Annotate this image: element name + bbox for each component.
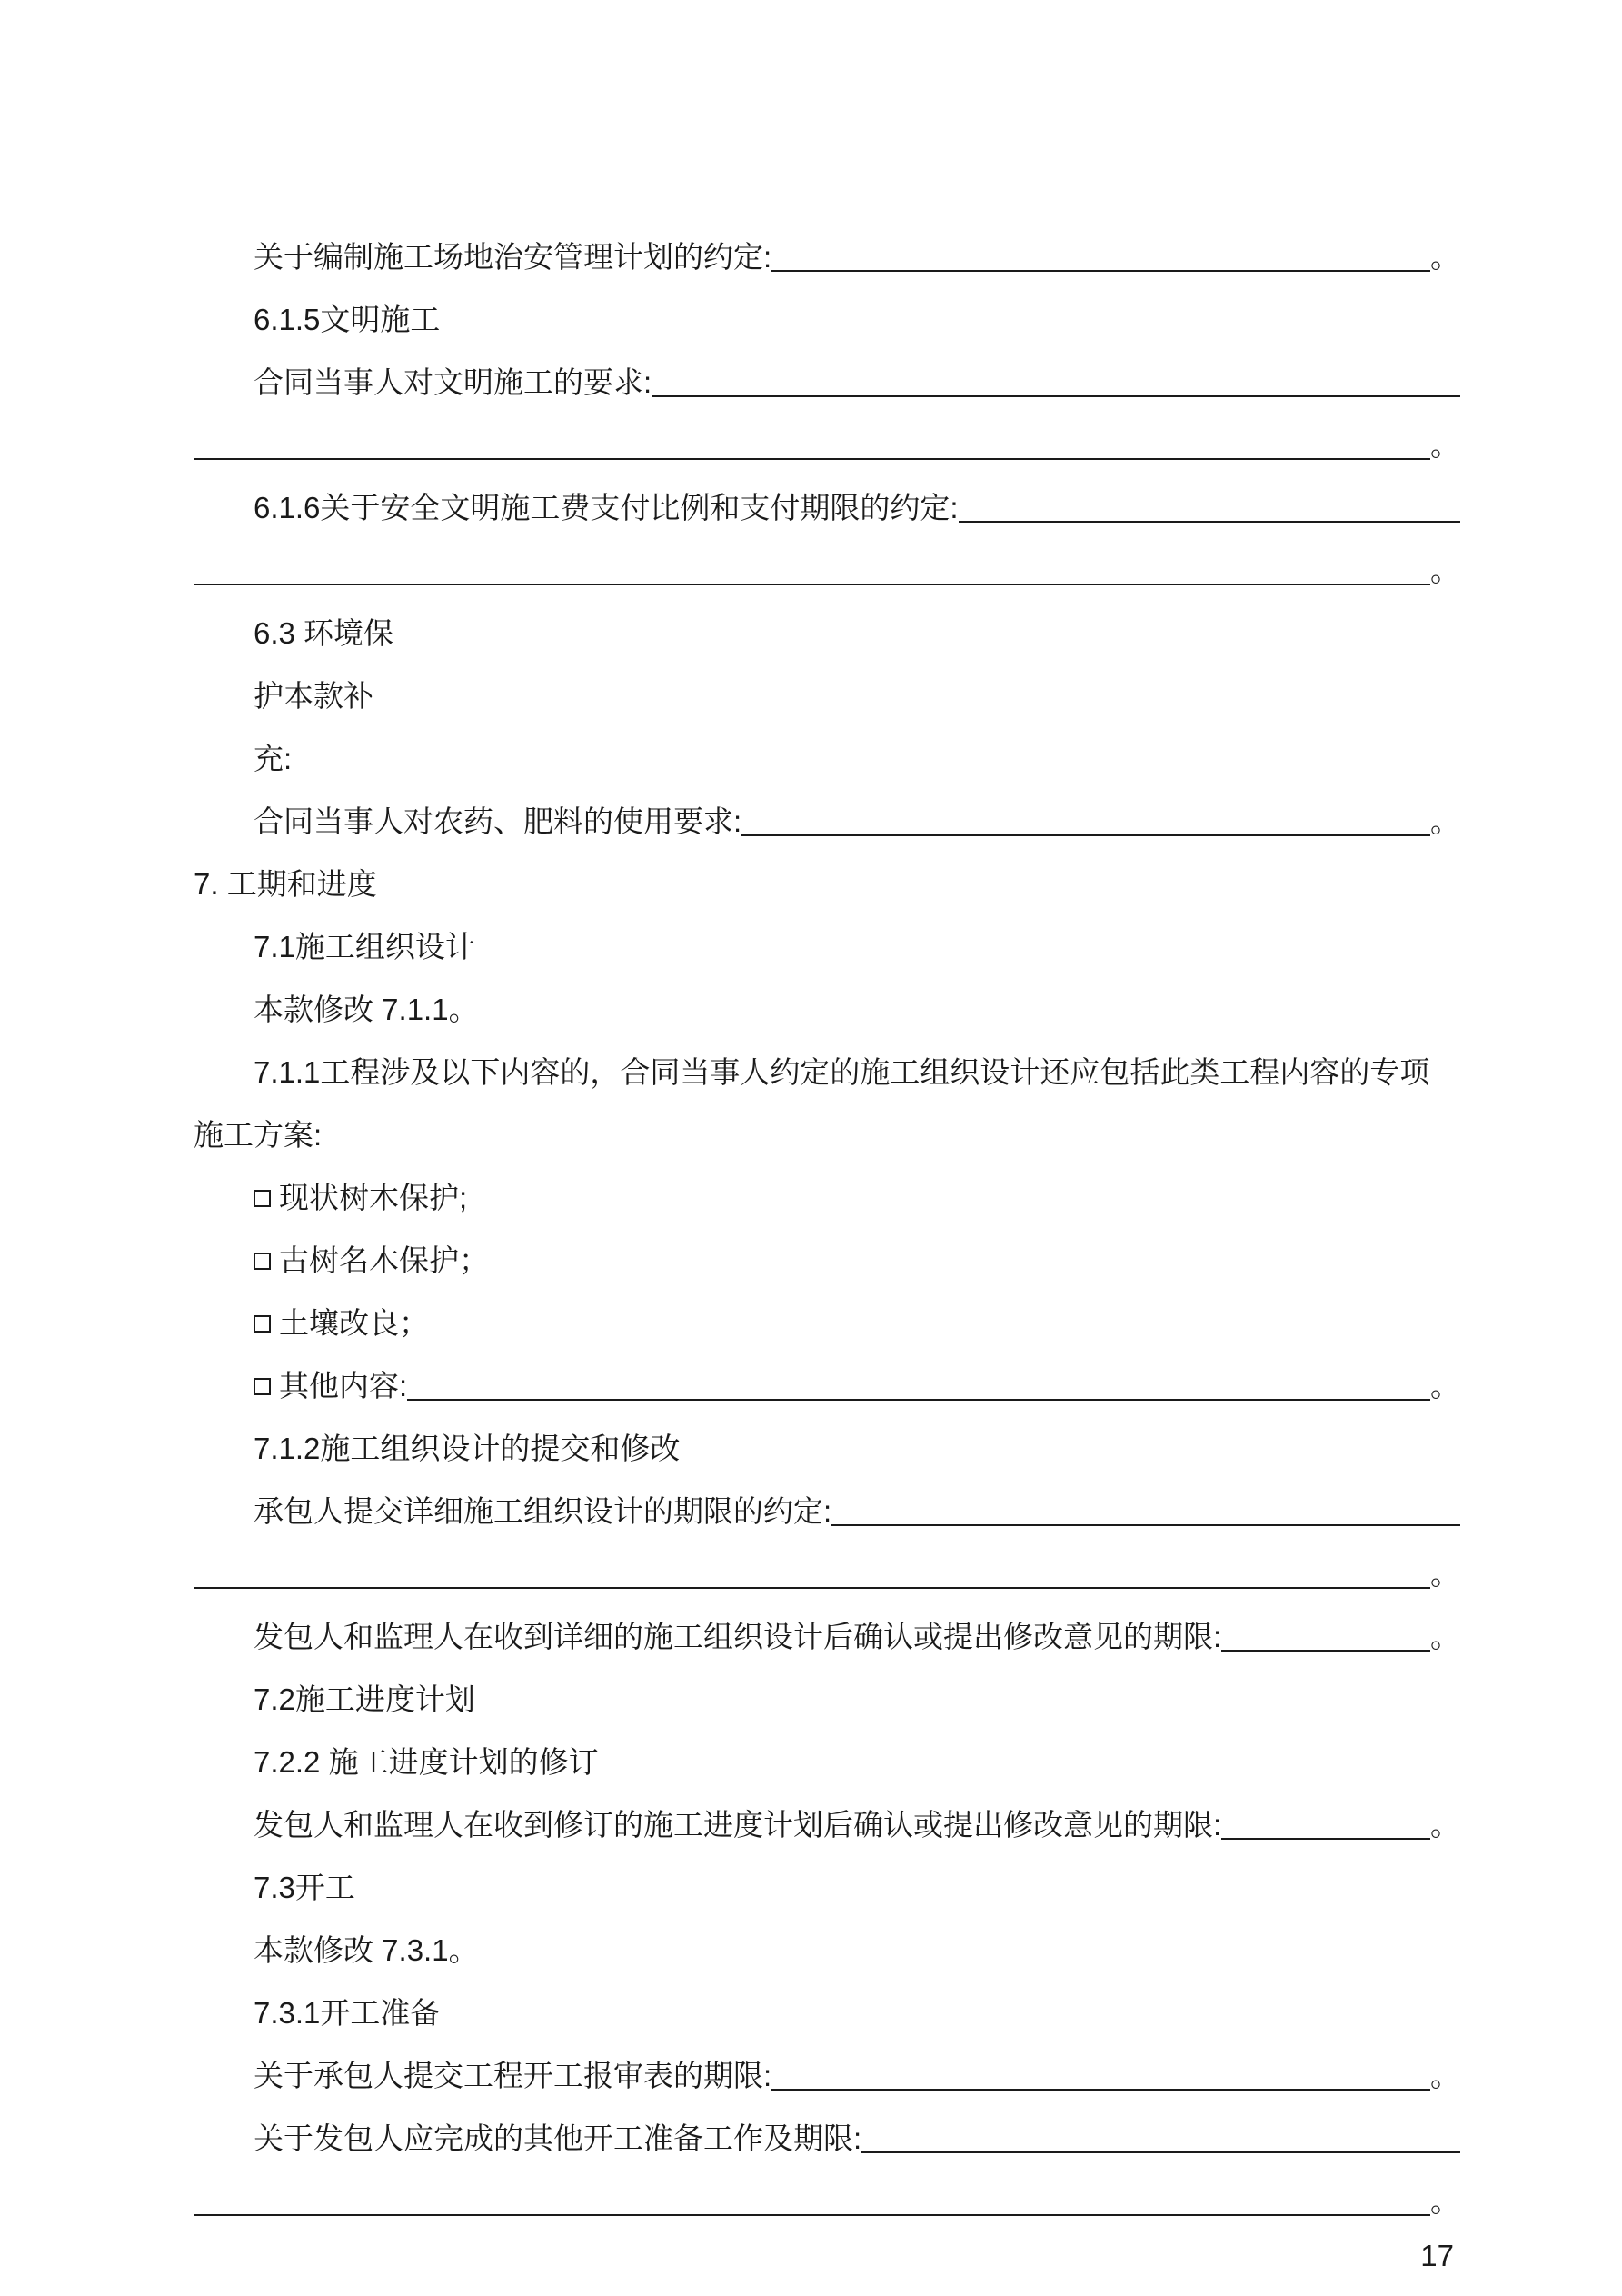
text-line xyxy=(194,978,1460,1041)
fill-in-line xyxy=(194,1605,1460,1668)
fill-in-line xyxy=(194,1793,1460,1856)
blank-underline xyxy=(741,834,1430,836)
line-suffix: 。 xyxy=(1430,2184,1460,2218)
blank-underline xyxy=(652,395,1460,397)
blank-rule-line xyxy=(194,2170,1460,2232)
checkbox-icon xyxy=(254,1315,271,1333)
text-line xyxy=(194,1982,1460,2044)
fill-in-line xyxy=(194,1354,1460,1417)
text-line xyxy=(194,1919,1460,1982)
blank-underline xyxy=(959,521,1460,523)
line-text: 本款修改 7.1.1。 xyxy=(254,993,479,1026)
line-text: 本款修改 7.3.1。 xyxy=(254,1933,479,1967)
blank-underline xyxy=(194,1587,1430,1589)
line-suffix: 。 xyxy=(1430,804,1460,838)
line-suffix: 。 xyxy=(1430,554,1460,587)
text-line xyxy=(194,1292,1460,1354)
line-text: 古树名木保护； xyxy=(279,1243,489,1277)
blank-underline xyxy=(771,2089,1430,2091)
blank-underline xyxy=(194,2214,1430,2216)
line-text: 其他内容: xyxy=(279,1369,408,1403)
line-text: 7.2.2 施工进度计划的修订 xyxy=(254,1745,599,1779)
line-text: 施工方案: xyxy=(194,1118,323,1152)
checkbox-icon xyxy=(254,1378,271,1395)
line-text: 充: xyxy=(254,742,293,775)
fill-in-line xyxy=(194,2044,1460,2107)
fill-in-line xyxy=(194,1480,1460,1542)
line-text: 现状树木保护; xyxy=(279,1181,468,1214)
line-text: 7.2施工进度计划 xyxy=(254,1682,475,1716)
fill-in-line xyxy=(194,225,1460,288)
fill-in-line xyxy=(194,2107,1460,2170)
line-text: 7.1.2施工组织设计的提交和修改 xyxy=(254,1432,681,1465)
line-suffix: 。 xyxy=(1430,1557,1460,1591)
fill-in-line xyxy=(194,351,1460,414)
blank-underline xyxy=(771,270,1430,272)
text-line xyxy=(194,915,1460,978)
text-line xyxy=(194,664,1460,727)
text-line xyxy=(194,1103,1460,1166)
checkbox-icon xyxy=(254,1190,271,1207)
blank-underline xyxy=(861,2151,1460,2153)
line-suffix: 。 xyxy=(1430,1808,1460,1842)
line-text: 7.1.1工程涉及以下内容的，合同当事人约定的施工组织设计还应包括此类工程内容的专项 xyxy=(254,1055,1430,1089)
line-text: 6.1.5文明施工 xyxy=(254,303,441,336)
line-text: 承包人提交详细施工组织设计的期限的约定: xyxy=(254,1494,832,1528)
line-text: 护本款补 xyxy=(254,679,373,713)
line-text: 7. 工期和进度 xyxy=(194,867,377,901)
line-text: 6.1.6关于安全文明施工费支付比例和支付期限的约定: xyxy=(254,491,959,524)
page-number: 17 xyxy=(1420,2239,1454,2272)
line-text: 发包人和监理人在收到详细的施工组织设计后确认或提出修改意见的期限: xyxy=(254,1620,1222,1653)
text-line xyxy=(194,288,1460,351)
text-line xyxy=(194,1041,1460,1103)
text-line xyxy=(194,1731,1460,1793)
line-text: 关于发包人应完成的其他开工准备工作及期限: xyxy=(254,2121,862,2155)
text-line xyxy=(194,602,1460,664)
blank-underline xyxy=(1221,1650,1430,1652)
line-text: 关于编制施工场地治安管理计划的约定: xyxy=(254,240,772,274)
line-suffix: 。 xyxy=(1430,1369,1460,1403)
line-text: 7.3.1开工准备 xyxy=(254,1996,441,2030)
blank-underline xyxy=(831,1524,1460,1526)
line-text: 土壤改良； xyxy=(279,1306,429,1340)
line-text: 合同当事人对农药、肥料的使用要求: xyxy=(254,804,742,838)
blank-rule-line xyxy=(194,539,1460,602)
text-line xyxy=(194,727,1460,790)
checkbox-icon xyxy=(254,1253,271,1270)
fill-in-line xyxy=(194,476,1460,539)
line-text: 关于承包人提交工程开工报审表的期限: xyxy=(254,2059,772,2092)
line-text: 发包人和监理人在收到修订的施工进度计划后确认或提出修改意见的期限: xyxy=(254,1808,1222,1842)
text-line xyxy=(194,1417,1460,1480)
blank-underline xyxy=(194,584,1430,585)
line-suffix: 。 xyxy=(1430,240,1460,274)
page-content xyxy=(194,225,1460,2232)
line-text: 7.1施工组织设计 xyxy=(254,930,475,963)
text-line xyxy=(194,1166,1460,1229)
text-line xyxy=(194,1668,1460,1731)
line-text: 7.3开工 xyxy=(254,1871,355,1904)
fill-in-line xyxy=(194,790,1460,853)
line-text: 合同当事人对文明施工的要求: xyxy=(254,365,652,399)
line-text: 6.3 环境保 xyxy=(254,616,394,650)
blank-underline xyxy=(194,458,1430,460)
text-line xyxy=(194,1229,1460,1292)
line-suffix: 。 xyxy=(1430,428,1460,462)
blank-rule-line xyxy=(194,414,1460,476)
text-line xyxy=(194,853,1460,915)
blank-rule-line xyxy=(194,1542,1460,1605)
line-suffix: 。 xyxy=(1430,2059,1460,2092)
blank-underline xyxy=(1221,1838,1430,1840)
blank-underline xyxy=(407,1399,1430,1401)
line-suffix: 。 xyxy=(1430,1620,1460,1653)
text-line xyxy=(194,1856,1460,1919)
